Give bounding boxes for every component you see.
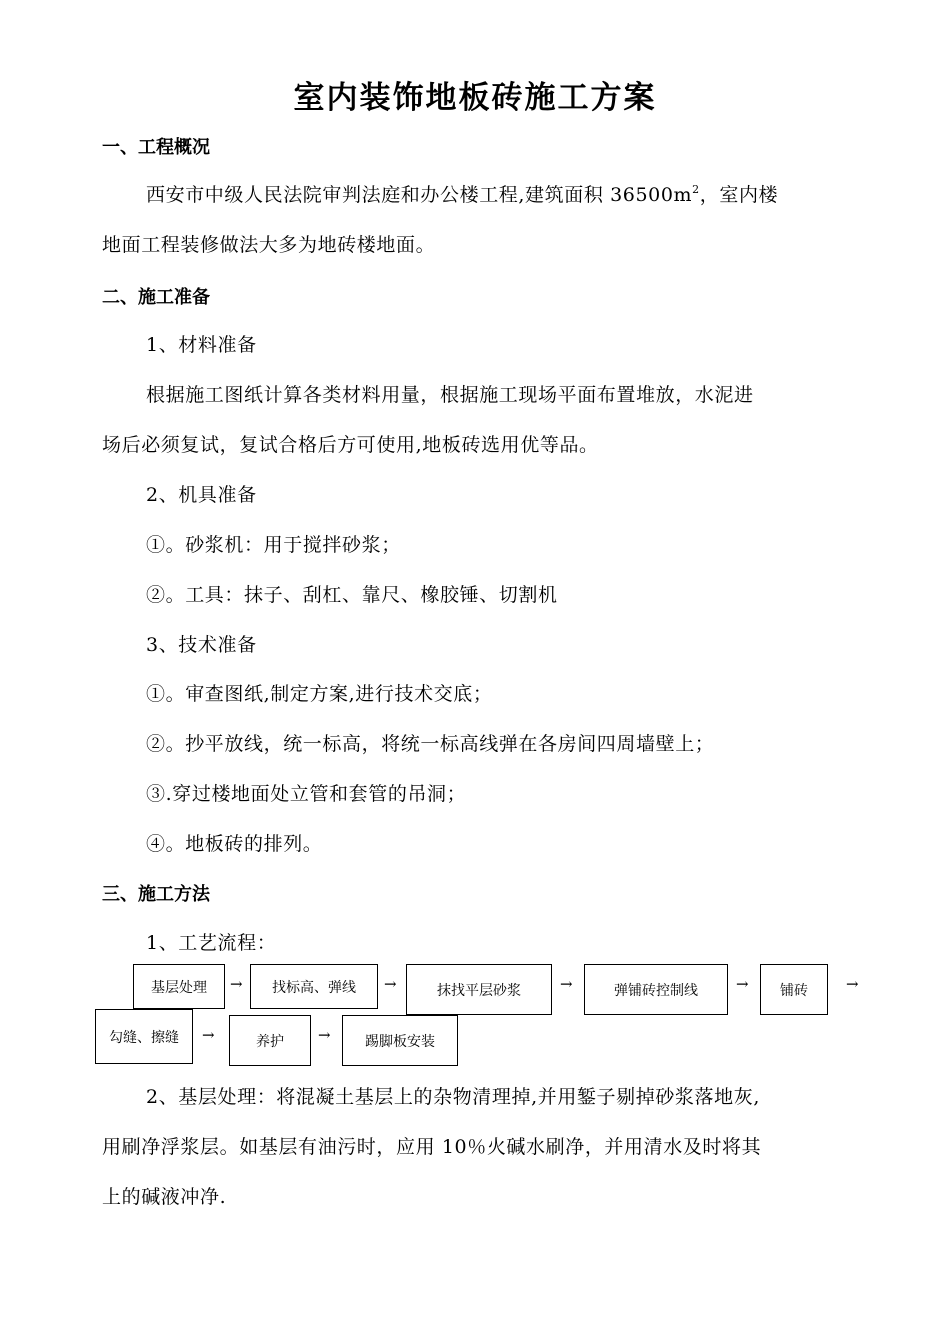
flow-arrow: → [230, 975, 243, 993]
flow-arrow: → [384, 975, 397, 993]
flow-step-7: 养护 [229, 1015, 311, 1066]
base-treatment-line3: 上的碱液冲净. [102, 1186, 227, 1208]
flow-step-4: 弹铺砖控制线 [584, 964, 728, 1015]
overview-paragraph-line2: 地面工程装修做法大多为地砖楼地面。 [102, 234, 436, 256]
flow-step-8: 踢脚板安装 [342, 1015, 458, 1066]
flow-arrow: → [846, 975, 859, 993]
flow-arrow: → [202, 1026, 215, 1044]
subheading-tools: 2、机具准备 [146, 484, 257, 506]
technical-item-4: ④。地板砖的排列。 [146, 833, 323, 855]
materials-line2: 场后必须复试，复试合格后方可使用,地板砖选用优等品。 [102, 434, 599, 456]
flow-step-6: 勾缝、擦缝 [95, 1009, 193, 1064]
tools-item-2: ②。工具：抹子、刮杠、靠尺、橡胶锤、切割机 [146, 584, 558, 606]
overview-text-pre: 西安市中级人民法院审判法庭和办公楼工程,建筑面积 36500m [146, 184, 693, 206]
flow-step-3: 抹找平层砂浆 [406, 964, 552, 1015]
overview-text-post: ，室内楼 [699, 184, 779, 206]
flow-arrow: → [318, 1026, 331, 1044]
flow-arrow: → [560, 975, 573, 993]
tools-item-1: ①。砂浆机：用于搅拌砂浆； [146, 534, 401, 556]
subheading-materials: 1、材料准备 [146, 334, 257, 356]
technical-item-2: ②。抄平放线，统一标高，将统一标高线弹在各房间四周墙壁上； [146, 733, 715, 755]
flow-step-5: 铺砖 [760, 964, 828, 1015]
technical-item-3: ③.穿过楼地面处立管和套管的吊洞； [146, 783, 467, 805]
materials-line1: 根据施工图纸计算各类材料用量，根据施工现场平面布置堆放，水泥进 [146, 384, 754, 406]
overview-paragraph-line1 [146, 180, 778, 207]
document-title: 室内装饰地板砖施工方案 [293, 80, 657, 116]
section-heading-method: 三、施工方法 [102, 884, 210, 905]
section-heading-overview: 一、工程概况 [102, 137, 210, 158]
base-treatment-line1: 2、基层处理：将混凝土基层上的杂物清理掉,并用錾子剔掉砂浆落地灰, [146, 1086, 760, 1108]
base-treatment-line2: 用刷净浮浆层。如基层有油污时，应用 10％火碱水刷净，并用清水及时将其 [102, 1136, 762, 1158]
technical-item-1: ①。审查图纸,制定方案,进行技术交底； [146, 683, 493, 705]
subheading-technical: 3、技术准备 [146, 634, 257, 656]
section-heading-preparation: 二、施工准备 [102, 287, 210, 308]
flow-step-2: 找标高、弹线 [250, 964, 378, 1009]
superscript: 2 [692, 183, 700, 196]
subheading-process-flow: 1、工艺流程： [146, 932, 277, 954]
flow-arrow: → [736, 975, 749, 993]
flow-step-1: 基层处理 [133, 964, 225, 1009]
